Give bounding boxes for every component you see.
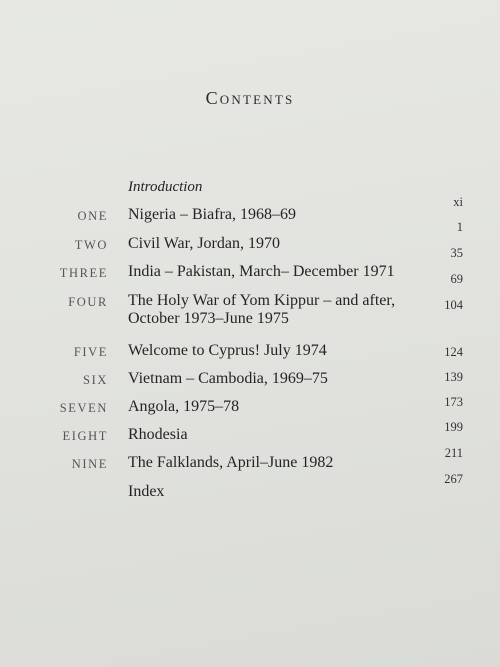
- toc-entry-page: 1: [456, 220, 463, 234]
- toc-entry-page: 211: [444, 446, 463, 460]
- toc-entry-page: 69: [450, 272, 463, 286]
- contents-heading: [0, 88, 500, 109]
- toc-entry-number: SEVEN: [59, 401, 108, 415]
- toc-entry-number: ONE: [77, 209, 108, 223]
- toc-entry-page: 173: [444, 395, 463, 409]
- toc-entry-number: FIVE: [73, 345, 108, 359]
- toc-entry-page: 124: [444, 345, 463, 359]
- toc-entry-page: 35: [450, 246, 463, 260]
- toc-entry-title: Index: [128, 483, 165, 500]
- contents-heading-text: Contents: [205, 88, 295, 108]
- toc-entry-title: Rhodesia: [128, 426, 188, 443]
- toc-entry-title: The Holy War of Yom Kippur – and after, October 1973–June 1975: [128, 292, 396, 327]
- toc-entry-number: NINE: [71, 457, 108, 471]
- toc-entry-page: 139: [444, 370, 463, 384]
- toc-entry-page: xi: [453, 195, 463, 209]
- toc-entry-title: Civil War, Jordan, 1970: [128, 235, 280, 252]
- toc-entry-title: India – Pakistan, March– December 1971: [128, 263, 395, 280]
- toc-entry-title: Nigeria – Biafra, 1968–69: [128, 206, 296, 223]
- toc-entry-number: SIX: [83, 373, 108, 387]
- toc-entry-number: THREE: [59, 266, 108, 280]
- toc-entry-page: 104: [444, 298, 463, 312]
- toc-entry-number: TWO: [74, 238, 108, 252]
- toc-entry-page: 199: [444, 420, 463, 434]
- toc-entry-number: FOUR: [68, 295, 108, 309]
- toc-entry-title: Angola, 1975–78: [128, 398, 240, 415]
- toc-entry-number: EIGHT: [62, 429, 108, 443]
- toc-entry-title: The Falklands, April–June 1982: [128, 454, 334, 471]
- toc-entry-title: Welcome to Cyprus! July 1974: [128, 342, 327, 359]
- toc-entry-page: 267: [444, 472, 463, 486]
- toc-entry-title: Vietnam – Cambodia, 1969–75: [128, 370, 328, 387]
- toc-entry-title: Introduction: [128, 179, 203, 195]
